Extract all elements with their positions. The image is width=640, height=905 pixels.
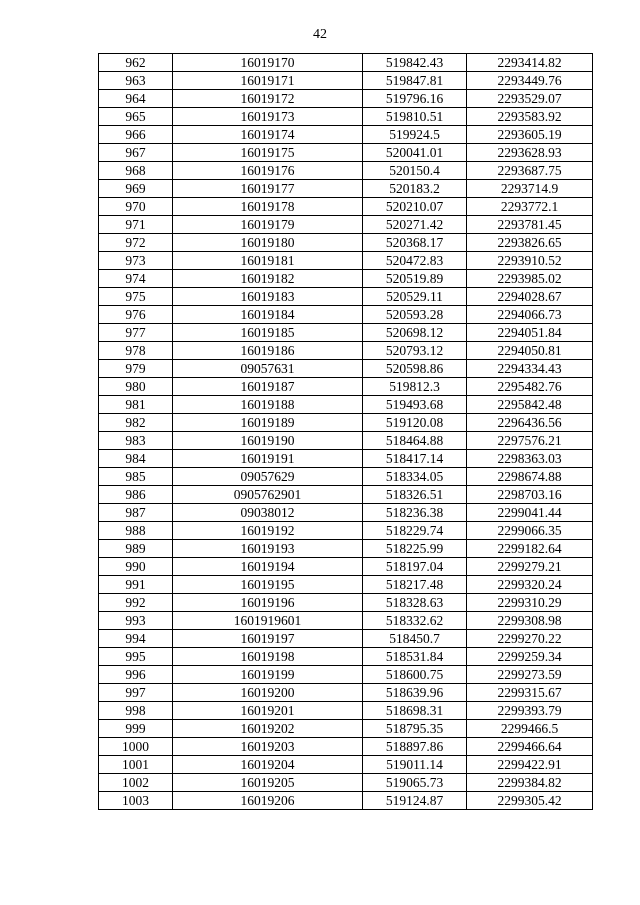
row-number-cell: 965 — [99, 108, 173, 126]
y-coordinate-cell: 2294051.84 — [467, 324, 593, 342]
row-number-cell: 998 — [99, 702, 173, 720]
x-coordinate-cell: 518328.63 — [363, 594, 467, 612]
table-row — [99, 198, 593, 216]
y-coordinate-cell: 2299422.91 — [467, 756, 593, 774]
point-id-cell: 16019189 — [173, 414, 363, 432]
table-row — [99, 468, 593, 486]
row-number-cell: 986 — [99, 486, 173, 504]
row-number-cell: 987 — [99, 504, 173, 522]
y-coordinate-cell: 2294066.73 — [467, 306, 593, 324]
x-coordinate-cell: 519796.16 — [363, 90, 467, 108]
row-number-cell: 972 — [99, 234, 173, 252]
row-number-cell: 999 — [99, 720, 173, 738]
row-number-cell: 964 — [99, 90, 173, 108]
table-row — [99, 702, 593, 720]
y-coordinate-cell: 2299270.22 — [467, 630, 593, 648]
table-row — [99, 234, 593, 252]
row-number-cell: 990 — [99, 558, 173, 576]
x-coordinate-cell: 520368.17 — [363, 234, 467, 252]
point-id-cell: 16019190 — [173, 432, 363, 450]
point-id-cell: 16019183 — [173, 288, 363, 306]
x-coordinate-cell: 518229.74 — [363, 522, 467, 540]
point-id-cell: 16019181 — [173, 252, 363, 270]
y-coordinate-cell: 2295482.76 — [467, 378, 593, 396]
point-id-cell: 1601919601 — [173, 612, 363, 630]
table-row — [99, 378, 593, 396]
point-id-cell: 09038012 — [173, 504, 363, 522]
point-id-cell: 16019206 — [173, 792, 363, 810]
x-coordinate-cell: 518236.38 — [363, 504, 467, 522]
table-row — [99, 792, 593, 810]
point-id-cell: 16019205 — [173, 774, 363, 792]
x-coordinate-cell: 520698.12 — [363, 324, 467, 342]
point-id-cell: 16019177 — [173, 180, 363, 198]
row-number-cell: 988 — [99, 522, 173, 540]
row-number-cell: 992 — [99, 594, 173, 612]
table-row — [99, 72, 593, 90]
table-row — [99, 396, 593, 414]
point-id-cell: 16019201 — [173, 702, 363, 720]
row-number-cell: 971 — [99, 216, 173, 234]
x-coordinate-cell: 518332.62 — [363, 612, 467, 630]
table-row — [99, 288, 593, 306]
table-row — [99, 684, 593, 702]
x-coordinate-cell: 520529.11 — [363, 288, 467, 306]
y-coordinate-cell: 2293605.19 — [467, 126, 593, 144]
page-number: 42 — [313, 27, 327, 42]
x-coordinate-cell: 520519.89 — [363, 270, 467, 288]
row-number-cell: 979 — [99, 360, 173, 378]
point-id-cell: 16019178 — [173, 198, 363, 216]
x-coordinate-cell: 519924.5 — [363, 126, 467, 144]
x-coordinate-cell: 519065.73 — [363, 774, 467, 792]
row-number-cell: 983 — [99, 432, 173, 450]
point-id-cell: 0905762901 — [173, 486, 363, 504]
point-id-cell: 16019200 — [173, 684, 363, 702]
x-coordinate-cell: 520593.28 — [363, 306, 467, 324]
row-number-cell: 967 — [99, 144, 173, 162]
table-body — [99, 54, 593, 810]
x-coordinate-cell: 518531.84 — [363, 648, 467, 666]
point-id-cell: 16019176 — [173, 162, 363, 180]
point-id-cell: 16019182 — [173, 270, 363, 288]
point-id-cell: 09057629 — [173, 468, 363, 486]
row-number-cell: 962 — [99, 54, 173, 72]
x-coordinate-cell: 519120.08 — [363, 414, 467, 432]
x-coordinate-cell: 520183.2 — [363, 180, 467, 198]
table-row — [99, 540, 593, 558]
table-row — [99, 162, 593, 180]
y-coordinate-cell: 2294334.43 — [467, 360, 593, 378]
y-coordinate-cell: 2298703.16 — [467, 486, 593, 504]
point-id-cell: 16019179 — [173, 216, 363, 234]
table-row — [99, 666, 593, 684]
row-number-cell: 993 — [99, 612, 173, 630]
y-coordinate-cell: 2299320.24 — [467, 576, 593, 594]
table-row — [99, 342, 593, 360]
y-coordinate-cell: 2293529.07 — [467, 90, 593, 108]
y-coordinate-cell: 2299273.59 — [467, 666, 593, 684]
table-row — [99, 594, 593, 612]
row-number-cell: 977 — [99, 324, 173, 342]
y-coordinate-cell: 2293628.93 — [467, 144, 593, 162]
x-coordinate-cell: 518795.35 — [363, 720, 467, 738]
table-row — [99, 180, 593, 198]
y-coordinate-cell: 2298674.88 — [467, 468, 593, 486]
row-number-cell: 994 — [99, 630, 173, 648]
point-id-cell: 16019175 — [173, 144, 363, 162]
table-row — [99, 774, 593, 792]
row-number-cell: 978 — [99, 342, 173, 360]
point-id-cell: 16019196 — [173, 594, 363, 612]
x-coordinate-cell: 518225.99 — [363, 540, 467, 558]
row-number-cell: 996 — [99, 666, 173, 684]
table-row — [99, 486, 593, 504]
point-id-cell: 16019187 — [173, 378, 363, 396]
point-id-cell: 16019173 — [173, 108, 363, 126]
point-id-cell: 16019184 — [173, 306, 363, 324]
y-coordinate-cell: 2299384.82 — [467, 774, 593, 792]
point-id-cell: 16019202 — [173, 720, 363, 738]
x-coordinate-cell: 518600.75 — [363, 666, 467, 684]
row-number-cell: 975 — [99, 288, 173, 306]
point-id-cell: 16019186 — [173, 342, 363, 360]
x-coordinate-cell: 520793.12 — [363, 342, 467, 360]
x-coordinate-cell: 519847.81 — [363, 72, 467, 90]
point-id-cell: 16019195 — [173, 576, 363, 594]
table-row — [99, 756, 593, 774]
row-number-cell: 968 — [99, 162, 173, 180]
point-id-cell: 16019191 — [173, 450, 363, 468]
y-coordinate-cell: 2295842.48 — [467, 396, 593, 414]
point-id-cell: 16019198 — [173, 648, 363, 666]
point-id-cell: 16019172 — [173, 90, 363, 108]
y-coordinate-cell: 2299393.79 — [467, 702, 593, 720]
row-number-cell: 997 — [99, 684, 173, 702]
table-row — [99, 414, 593, 432]
row-number-cell: 980 — [99, 378, 173, 396]
x-coordinate-cell: 520210.07 — [363, 198, 467, 216]
row-number-cell: 982 — [99, 414, 173, 432]
row-number-cell: 984 — [99, 450, 173, 468]
table-row — [99, 126, 593, 144]
table-row — [99, 360, 593, 378]
row-number-cell: 991 — [99, 576, 173, 594]
point-id-cell: 16019193 — [173, 540, 363, 558]
table-row — [99, 738, 593, 756]
y-coordinate-cell: 2294050.81 — [467, 342, 593, 360]
y-coordinate-cell: 2293583.92 — [467, 108, 593, 126]
y-coordinate-cell: 2293687.75 — [467, 162, 593, 180]
row-number-cell: 970 — [99, 198, 173, 216]
point-id-cell: 16019192 — [173, 522, 363, 540]
x-coordinate-cell: 518217.48 — [363, 576, 467, 594]
point-id-cell: 16019194 — [173, 558, 363, 576]
table-row — [99, 216, 593, 234]
x-coordinate-cell: 518417.14 — [363, 450, 467, 468]
row-number-cell: 995 — [99, 648, 173, 666]
point-id-cell: 16019171 — [173, 72, 363, 90]
row-number-cell: 1003 — [99, 792, 173, 810]
table-row — [99, 504, 593, 522]
x-coordinate-cell: 519493.68 — [363, 396, 467, 414]
coordinates-table — [98, 53, 593, 810]
y-coordinate-cell: 2293985.02 — [467, 270, 593, 288]
y-coordinate-cell: 2293772.1 — [467, 198, 593, 216]
y-coordinate-cell: 2299308.98 — [467, 612, 593, 630]
x-coordinate-cell: 519812.3 — [363, 378, 467, 396]
point-id-cell: 16019197 — [173, 630, 363, 648]
table-row — [99, 720, 593, 738]
y-coordinate-cell: 2299315.67 — [467, 684, 593, 702]
x-coordinate-cell: 518698.31 — [363, 702, 467, 720]
x-coordinate-cell: 520271.42 — [363, 216, 467, 234]
y-coordinate-cell: 2299259.34 — [467, 648, 593, 666]
x-coordinate-cell: 519842.43 — [363, 54, 467, 72]
x-coordinate-cell: 519810.51 — [363, 108, 467, 126]
x-coordinate-cell: 520041.01 — [363, 144, 467, 162]
row-number-cell: 976 — [99, 306, 173, 324]
point-id-cell: 16019185 — [173, 324, 363, 342]
y-coordinate-cell: 2298363.03 — [467, 450, 593, 468]
table-row — [99, 630, 593, 648]
y-coordinate-cell: 2299279.21 — [467, 558, 593, 576]
table-row — [99, 54, 593, 72]
row-number-cell: 974 — [99, 270, 173, 288]
table-row — [99, 306, 593, 324]
y-coordinate-cell: 2296436.56 — [467, 414, 593, 432]
x-coordinate-cell: 520472.83 — [363, 252, 467, 270]
table-row — [99, 522, 593, 540]
x-coordinate-cell: 519011.14 — [363, 756, 467, 774]
row-number-cell: 985 — [99, 468, 173, 486]
x-coordinate-cell: 518334.05 — [363, 468, 467, 486]
table-row — [99, 270, 593, 288]
y-coordinate-cell: 2299066.35 — [467, 522, 593, 540]
table-row — [99, 648, 593, 666]
table-row — [99, 432, 593, 450]
x-coordinate-cell: 518450.7 — [363, 630, 467, 648]
table-row — [99, 108, 593, 126]
point-id-cell: 16019188 — [173, 396, 363, 414]
x-coordinate-cell: 518197.04 — [363, 558, 467, 576]
point-id-cell: 16019204 — [173, 756, 363, 774]
row-number-cell: 1000 — [99, 738, 173, 756]
y-coordinate-cell: 2299466.5 — [467, 720, 593, 738]
row-number-cell: 963 — [99, 72, 173, 90]
x-coordinate-cell: 519124.87 — [363, 792, 467, 810]
y-coordinate-cell: 2293781.45 — [467, 216, 593, 234]
x-coordinate-cell: 520150.4 — [363, 162, 467, 180]
y-coordinate-cell: 2299310.29 — [467, 594, 593, 612]
row-number-cell: 989 — [99, 540, 173, 558]
x-coordinate-cell: 518326.51 — [363, 486, 467, 504]
table-row — [99, 90, 593, 108]
table-row — [99, 450, 593, 468]
y-coordinate-cell: 2294028.67 — [467, 288, 593, 306]
point-id-cell: 16019174 — [173, 126, 363, 144]
y-coordinate-cell: 2293449.76 — [467, 72, 593, 90]
x-coordinate-cell: 518639.96 — [363, 684, 467, 702]
y-coordinate-cell: 2299305.42 — [467, 792, 593, 810]
y-coordinate-cell: 2293826.65 — [467, 234, 593, 252]
table-row — [99, 612, 593, 630]
table-row — [99, 558, 593, 576]
point-id-cell: 09057631 — [173, 360, 363, 378]
point-id-cell: 16019180 — [173, 234, 363, 252]
y-coordinate-cell: 2299466.64 — [467, 738, 593, 756]
table-row — [99, 324, 593, 342]
point-id-cell: 16019203 — [173, 738, 363, 756]
row-number-cell: 969 — [99, 180, 173, 198]
table-row — [99, 144, 593, 162]
y-coordinate-cell: 2299182.64 — [467, 540, 593, 558]
x-coordinate-cell: 520598.86 — [363, 360, 467, 378]
table-row — [99, 576, 593, 594]
y-coordinate-cell: 2293910.52 — [467, 252, 593, 270]
y-coordinate-cell: 2297576.21 — [467, 432, 593, 450]
y-coordinate-cell: 2293714.9 — [467, 180, 593, 198]
row-number-cell: 981 — [99, 396, 173, 414]
row-number-cell: 966 — [99, 126, 173, 144]
point-id-cell: 16019199 — [173, 666, 363, 684]
table-row — [99, 252, 593, 270]
row-number-cell: 1001 — [99, 756, 173, 774]
x-coordinate-cell: 518897.86 — [363, 738, 467, 756]
row-number-cell: 1002 — [99, 774, 173, 792]
y-coordinate-cell: 2299041.44 — [467, 504, 593, 522]
point-id-cell: 16019170 — [173, 54, 363, 72]
y-coordinate-cell: 2293414.82 — [467, 54, 593, 72]
row-number-cell: 973 — [99, 252, 173, 270]
x-coordinate-cell: 518464.88 — [363, 432, 467, 450]
